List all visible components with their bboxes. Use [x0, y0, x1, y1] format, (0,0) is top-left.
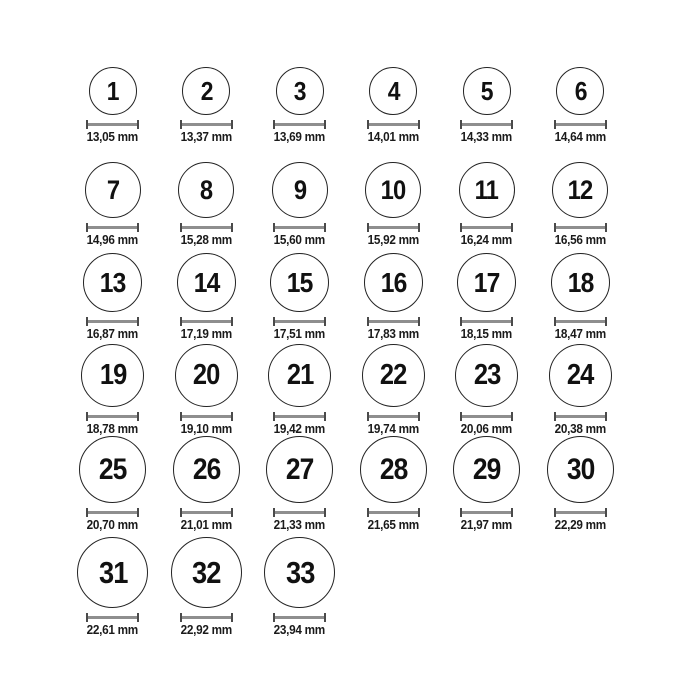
- ring-size-cell: [347, 253, 441, 341]
- ring-size-number: 8: [200, 174, 213, 205]
- ring-size-number: 15: [286, 266, 313, 298]
- ring-size-cell: [440, 436, 534, 532]
- diameter-label: 13,37 mm: [180, 130, 232, 144]
- diameter-ruler-icon: [554, 317, 607, 326]
- ring-size-cell: [160, 537, 254, 637]
- ruler-right-cap: [605, 120, 607, 129]
- ruler-line: [275, 320, 324, 323]
- diameter-label: 19,42 mm: [274, 422, 326, 436]
- diameter-label: 16,24 mm: [461, 233, 513, 247]
- ring-size-cell: [253, 162, 347, 247]
- diameter-ruler-icon: [180, 613, 233, 622]
- ruler-right-cap: [511, 223, 513, 232]
- ring-size-cell: [253, 253, 347, 341]
- ring-circle-icon: [549, 344, 612, 407]
- ring-size-number: 2: [200, 76, 213, 106]
- ring-circle-icon: [268, 344, 331, 407]
- ring-size-cell: [160, 253, 254, 341]
- ruler-line: [88, 123, 137, 126]
- diameter-ruler-icon: [460, 412, 513, 421]
- ruler-right-cap: [231, 508, 233, 517]
- ring-size-row: [66, 537, 700, 637]
- ring-size-cell: [66, 436, 160, 532]
- ring-circle-icon: [364, 253, 423, 312]
- ring-size-cell: [440, 253, 534, 341]
- ruler-line: [369, 511, 418, 514]
- diameter-ruler-icon: [180, 412, 233, 421]
- ruler-right-cap: [137, 613, 139, 622]
- ruler-line: [182, 415, 231, 418]
- diameter-label: 21,65 mm: [367, 518, 419, 532]
- ring-circle-icon: [81, 344, 144, 407]
- ring-circle-icon: [89, 67, 137, 115]
- ruler-line: [369, 123, 418, 126]
- ruler-line: [182, 616, 231, 619]
- ring-size-cell: [66, 537, 160, 637]
- ruler-line: [369, 226, 418, 229]
- diameter-label: 18,47 mm: [554, 327, 606, 341]
- diameter-ruler-icon: [180, 317, 233, 326]
- ruler-right-cap: [511, 412, 513, 421]
- ruler-line: [182, 226, 231, 229]
- diameter-label: 17,19 mm: [180, 327, 232, 341]
- ruler-right-cap: [231, 412, 233, 421]
- ruler-right-cap: [137, 412, 139, 421]
- ring-size-cell: [440, 67, 534, 144]
- ring-size-number: 5: [480, 76, 493, 106]
- diameter-ruler-icon: [273, 223, 326, 232]
- ring-circle-icon: [552, 162, 608, 218]
- ring-size-cell: [253, 436, 347, 532]
- ring-size-cell: [534, 344, 628, 436]
- diameter-ruler-icon: [367, 508, 420, 517]
- diameter-label: 14,64 mm: [554, 130, 606, 144]
- ruler-line: [556, 320, 605, 323]
- ruler-right-cap: [137, 120, 139, 129]
- ruler-line: [556, 415, 605, 418]
- ring-circle-icon: [556, 67, 604, 115]
- ruler-line: [88, 320, 137, 323]
- diameter-ruler-icon: [367, 317, 420, 326]
- ring-size-number: 20: [192, 359, 220, 391]
- ruler-right-cap: [418, 223, 420, 232]
- ring-circle-icon: [83, 253, 142, 312]
- diameter-ruler-icon: [86, 120, 139, 129]
- ring-circle-icon: [362, 344, 425, 407]
- ring-circle-icon: [177, 253, 236, 312]
- diameter-label: 19,74 mm: [367, 422, 419, 436]
- ring-size-number: 14: [193, 266, 220, 298]
- ruler-line: [182, 511, 231, 514]
- ruler-right-cap: [511, 508, 513, 517]
- ruler-right-cap: [231, 613, 233, 622]
- diameter-ruler-icon: [460, 508, 513, 517]
- ruler-right-cap: [324, 613, 326, 622]
- ruler-right-cap: [511, 317, 513, 326]
- ring-circle-icon: [455, 344, 518, 407]
- ring-size-number: 25: [98, 452, 127, 486]
- ring-size-cell: [253, 344, 347, 436]
- ring-size-number: 21: [286, 359, 314, 391]
- ring-circle-icon: [276, 67, 324, 115]
- ring-size-cell: [347, 67, 441, 144]
- ruler-line: [556, 226, 605, 229]
- ruler-right-cap: [605, 508, 607, 517]
- diameter-ruler-icon: [273, 613, 326, 622]
- ruler-line: [275, 226, 324, 229]
- ruler-right-cap: [324, 120, 326, 129]
- ruler-line: [462, 226, 511, 229]
- diameter-ruler-icon: [273, 508, 326, 517]
- ruler-line: [88, 616, 137, 619]
- diameter-ruler-icon: [554, 223, 607, 232]
- ruler-right-cap: [418, 412, 420, 421]
- ruler-right-cap: [418, 120, 420, 129]
- diameter-ruler-icon: [367, 223, 420, 232]
- diameter-ruler-icon: [273, 317, 326, 326]
- ring-size-cell: [440, 344, 534, 436]
- ring-circle-icon: [270, 253, 329, 312]
- ring-size-number: 23: [473, 359, 501, 391]
- ring-size-cell: [534, 162, 628, 247]
- ring-circle-icon: [171, 537, 242, 608]
- diameter-label: 16,56 mm: [554, 233, 606, 247]
- ring-size-number: 18: [567, 266, 594, 298]
- ring-circle-icon: [266, 436, 333, 503]
- ring-size-number: 12: [567, 174, 593, 205]
- ring-size-cell: [160, 67, 254, 144]
- ring-size-cell: [440, 162, 534, 247]
- ring-size-number: 31: [98, 555, 128, 590]
- diameter-ruler-icon: [554, 120, 607, 129]
- ring-size-cell: [160, 436, 254, 532]
- ring-size-number: 3: [293, 76, 306, 106]
- ruler-line: [462, 320, 511, 323]
- diameter-label: 18,78 mm: [87, 422, 139, 436]
- diameter-label: 13,69 mm: [274, 130, 326, 144]
- ring-circle-icon: [547, 436, 614, 503]
- diameter-ruler-icon: [273, 412, 326, 421]
- ring-size-number: 22: [379, 359, 407, 391]
- ruler-line: [275, 616, 324, 619]
- diameter-label: 22,61 mm: [87, 623, 139, 637]
- ruler-line: [275, 511, 324, 514]
- ruler-line: [182, 320, 231, 323]
- diameter-ruler-icon: [273, 120, 326, 129]
- ring-size-number: 7: [106, 174, 119, 205]
- ring-circle-icon: [459, 162, 515, 218]
- ring-size-row: [66, 162, 700, 247]
- diameter-label: 22,29 mm: [554, 518, 606, 532]
- ruler-right-cap: [137, 508, 139, 517]
- ring-size-row: [66, 253, 700, 341]
- ring-size-number: 28: [379, 452, 408, 486]
- ring-size-number: 10: [380, 174, 406, 205]
- ring-size-row: [66, 436, 700, 532]
- ruler-right-cap: [511, 120, 513, 129]
- ring-size-row: [66, 67, 700, 144]
- ruler-line: [88, 226, 137, 229]
- diameter-ruler-icon: [86, 508, 139, 517]
- ruler-right-cap: [324, 412, 326, 421]
- ring-size-cell: [534, 67, 628, 144]
- ring-circle-icon: [369, 67, 417, 115]
- ruler-line: [275, 415, 324, 418]
- ring-circle-icon: [173, 436, 240, 503]
- diameter-ruler-icon: [554, 412, 607, 421]
- ring-size-cell: [66, 253, 160, 341]
- ruler-right-cap: [418, 508, 420, 517]
- ring-size-number: 24: [566, 359, 594, 391]
- ruler-right-cap: [231, 120, 233, 129]
- ring-circle-icon: [264, 537, 335, 608]
- ruler-line: [275, 123, 324, 126]
- ruler-right-cap: [231, 223, 233, 232]
- diameter-label: 20,70 mm: [87, 518, 139, 532]
- ring-circle-icon: [457, 253, 516, 312]
- ring-size-number: 6: [574, 76, 587, 106]
- ring-circle-icon: [551, 253, 610, 312]
- ring-circle-icon: [182, 67, 230, 115]
- ring-size-number: 26: [192, 452, 221, 486]
- ruler-line: [462, 123, 511, 126]
- ring-size-number: 30: [566, 452, 595, 486]
- ring-circle-icon: [85, 162, 141, 218]
- ruler-line: [369, 415, 418, 418]
- diameter-label: 22,92 mm: [180, 623, 232, 637]
- ruler-right-cap: [137, 317, 139, 326]
- diameter-label: 14,01 mm: [367, 130, 419, 144]
- diameter-label: 21,01 mm: [180, 518, 232, 532]
- ring-size-number: 33: [285, 555, 315, 590]
- ring-size-cell: [66, 162, 160, 247]
- ruler-right-cap: [605, 412, 607, 421]
- ring-circle-icon: [272, 162, 328, 218]
- ring-size-number: 29: [472, 452, 501, 486]
- ruler-line: [369, 320, 418, 323]
- ring-size-number: 16: [380, 266, 407, 298]
- diameter-ruler-icon: [460, 223, 513, 232]
- diameter-label: 17,51 mm: [274, 327, 326, 341]
- diameter-label: 15,92 mm: [367, 233, 419, 247]
- ring-size-number: 32: [191, 555, 221, 590]
- ring-size-cell: [160, 162, 254, 247]
- diameter-ruler-icon: [180, 223, 233, 232]
- ruler-line: [182, 123, 231, 126]
- diameter-label: 17,83 mm: [367, 327, 419, 341]
- diameter-label: 15,28 mm: [180, 233, 232, 247]
- ruler-right-cap: [324, 508, 326, 517]
- diameter-ruler-icon: [180, 508, 233, 517]
- ring-circle-icon: [178, 162, 234, 218]
- diameter-label: 20,38 mm: [554, 422, 606, 436]
- ruler-line: [462, 511, 511, 514]
- ring-size-cell: [534, 253, 628, 341]
- diameter-ruler-icon: [86, 223, 139, 232]
- diameter-label: 16,87 mm: [87, 327, 139, 341]
- ruler-right-cap: [605, 317, 607, 326]
- ring-circle-icon: [463, 67, 511, 115]
- ruler-line: [462, 415, 511, 418]
- ring-size-cell: [66, 344, 160, 436]
- ring-circle-icon: [365, 162, 421, 218]
- diameter-label: 23,94 mm: [274, 623, 326, 637]
- ring-circle-icon: [453, 436, 520, 503]
- ring-size-number: 9: [293, 174, 306, 205]
- diameter-ruler-icon: [367, 412, 420, 421]
- diameter-label: 19,10 mm: [180, 422, 232, 436]
- ring-size-cell: [253, 537, 347, 637]
- diameter-ruler-icon: [554, 508, 607, 517]
- ring-size-cell: [534, 436, 628, 532]
- diameter-label: 14,96 mm: [87, 233, 139, 247]
- diameter-ruler-icon: [86, 613, 139, 622]
- ruler-line: [556, 123, 605, 126]
- ring-size-number: 27: [285, 452, 314, 486]
- ring-size-number: 11: [475, 174, 499, 205]
- ring-circle-icon: [360, 436, 427, 503]
- ruler-line: [88, 415, 137, 418]
- ring-circle-icon: [175, 344, 238, 407]
- ruler-right-cap: [605, 223, 607, 232]
- ring-size-cell: [347, 162, 441, 247]
- diameter-label: 20,06 mm: [461, 422, 513, 436]
- ruler-line: [556, 511, 605, 514]
- diameter-label: 14,33 mm: [461, 130, 513, 144]
- ruler-right-cap: [324, 223, 326, 232]
- ring-size-row: [66, 344, 700, 436]
- diameter-label: 13,05 mm: [87, 130, 139, 144]
- ring-size-number: 1: [106, 76, 119, 106]
- diameter-ruler-icon: [460, 120, 513, 129]
- ruler-right-cap: [418, 317, 420, 326]
- ring-size-cell: [66, 67, 160, 144]
- diameter-label: 21,33 mm: [274, 518, 326, 532]
- ring-size-cell: [347, 344, 441, 436]
- diameter-ruler-icon: [180, 120, 233, 129]
- ring-size-cell: [253, 67, 347, 144]
- ring-size-cell: [160, 344, 254, 436]
- ruler-right-cap: [324, 317, 326, 326]
- diameter-ruler-icon: [86, 412, 139, 421]
- ring-size-cell: [347, 436, 441, 532]
- ring-size-number: 19: [99, 359, 127, 391]
- ring-size-number: 4: [387, 76, 400, 106]
- ring-circle-icon: [79, 436, 146, 503]
- diameter-label: 18,15 mm: [461, 327, 513, 341]
- ruler-line: [88, 511, 137, 514]
- ruler-right-cap: [231, 317, 233, 326]
- ring-size-number: 13: [99, 266, 126, 298]
- diameter-label: 15,60 mm: [274, 233, 326, 247]
- diameter-ruler-icon: [367, 120, 420, 129]
- ring-size-number: 17: [473, 266, 500, 298]
- ruler-right-cap: [137, 223, 139, 232]
- diameter-ruler-icon: [86, 317, 139, 326]
- ring-circle-icon: [77, 537, 148, 608]
- diameter-label: 21,97 mm: [461, 518, 513, 532]
- diameter-ruler-icon: [460, 317, 513, 326]
